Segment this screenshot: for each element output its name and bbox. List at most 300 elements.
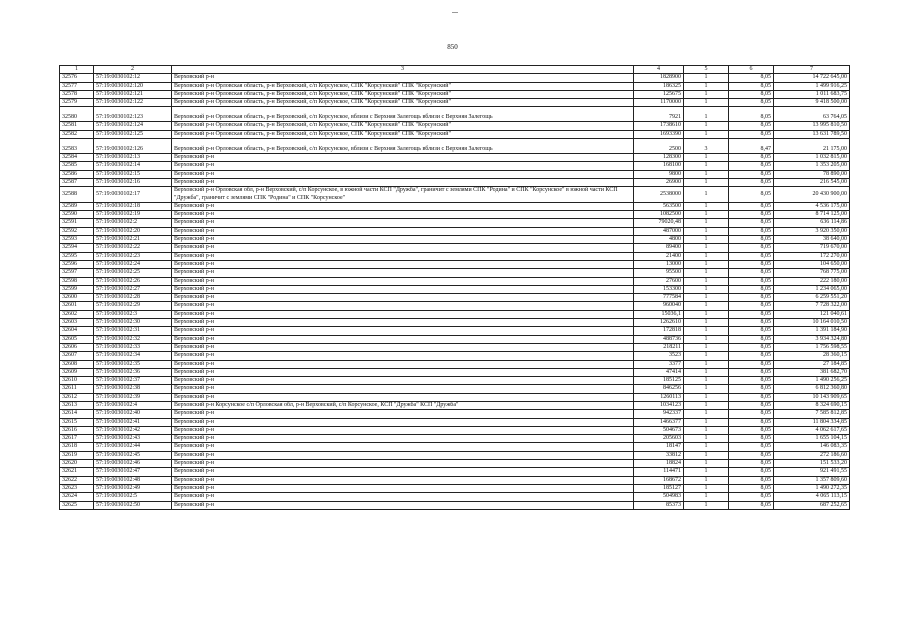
cell-area: 488736: [634, 335, 684, 343]
cell-row-number: 32592: [60, 227, 94, 235]
cell-address: Верховский р-н: [172, 443, 634, 451]
cell-rate: 8,05: [729, 368, 774, 376]
cell-rate: 8,05: [729, 269, 774, 277]
cell-area: 18824: [634, 460, 684, 468]
cell-row-number: 32616: [60, 426, 94, 434]
cell-rate: 8,05: [729, 501, 774, 509]
cell-coefficient: 1: [684, 426, 729, 434]
cell-row-number: 32623: [60, 484, 94, 492]
table-row: [60, 107, 850, 122]
cell-rate: 8,05: [729, 277, 774, 285]
table-row: [60, 252, 850, 260]
cell-address: Верховский р-н: [172, 352, 634, 360]
cell-coefficient: 1: [684, 99, 729, 107]
cell-rate: 8,05: [729, 468, 774, 476]
cell-cadastral-number: 57:19:0030102:20: [94, 227, 172, 235]
cell-cadastral-value: 1 391 184,90: [774, 327, 850, 335]
cell-rate: 8,05: [729, 302, 774, 310]
cell-cadastral-value: 272 186,60: [774, 451, 850, 459]
cell-area: 168100: [634, 162, 684, 170]
cell-cadastral-value: 1 234 065,00: [774, 285, 850, 293]
cell-rate: 8,05: [729, 260, 774, 268]
table-row: [60, 74, 850, 82]
cell-area: 2500: [634, 139, 684, 154]
cell-cadastral-number: 57:19:0030102:25: [94, 269, 172, 277]
cell-area: 846256: [634, 385, 684, 393]
cell-rate: 8,05: [729, 343, 774, 351]
cell-address: Верховский р-н: [172, 310, 634, 318]
cell-coefficient: 1: [684, 335, 729, 343]
cell-area: 27600: [634, 277, 684, 285]
table-row: [60, 426, 850, 434]
cell-row-number: 32586: [60, 170, 94, 178]
cell-cadastral-number: 57:19:0030102:28: [94, 294, 172, 302]
cell-coefficient: 1: [684, 319, 729, 327]
cell-address: Верховский р-н: [172, 202, 634, 210]
cell-row-number: 32619: [60, 451, 94, 459]
cell-address: Верховский р-н: [172, 252, 634, 260]
cell-row-number: 32611: [60, 385, 94, 393]
cell-rate: 8,05: [729, 154, 774, 162]
cell-coefficient: 1: [684, 418, 729, 426]
cell-cadastral-number: 57:19:0030102:37: [94, 377, 172, 385]
cell-row-number: 32607: [60, 352, 94, 360]
cell-address: Верховский р-н Орловская область, р-н Верховский, с/п Корсунское, СПК "Корсунский" СПК "Корсунский": [172, 99, 634, 107]
cell-cadastral-number: 57:19:0030102:124: [94, 122, 172, 130]
cell-area: 85373: [634, 501, 684, 509]
cell-row-number: 32597: [60, 269, 94, 277]
cell-coefficient: 1: [684, 352, 729, 360]
cell-rate: 8,05: [729, 493, 774, 501]
cell-rate: 8,05: [729, 99, 774, 107]
cell-cadastral-value: 121 040,61: [774, 310, 850, 318]
cell-coefficient: 1: [684, 154, 729, 162]
cell-area: 13000: [634, 260, 684, 268]
cell-rate: 8,05: [729, 484, 774, 492]
cell-cadastral-value: 1 499 916,25: [774, 82, 850, 90]
cell-rate: 8,05: [729, 107, 774, 122]
table-row: [60, 443, 850, 451]
cell-cadastral-value: 921 491,55: [774, 468, 850, 476]
cell-address: Верховский р-н Орловская область, р-н Верховский, с/п Корсунское, СПК "Корсунский" СПК "Корсунский": [172, 122, 634, 130]
cell-coefficient: 1: [684, 178, 729, 186]
cell-rate: 8,05: [729, 252, 774, 260]
cell-cadastral-value: 20 430 900,00: [774, 187, 850, 203]
cell-cadastral-value: 14 722 645,00: [774, 74, 850, 82]
cell-area: 1034123: [634, 401, 684, 409]
cell-rate: 8,05: [729, 74, 774, 82]
cell-rate: 8,05: [729, 244, 774, 252]
cell-rate: 8,05: [729, 219, 774, 227]
cell-address: Верховский р-н: [172, 484, 634, 492]
table-row: [60, 187, 850, 203]
cell-coefficient: 1: [684, 252, 729, 260]
cell-coefficient: 1: [684, 260, 729, 268]
cell-coefficient: 1: [684, 236, 729, 244]
cell-cadastral-number: 57:19:0030102:27: [94, 285, 172, 293]
cell-cadastral-number: 57:19:0030102:17: [94, 187, 172, 203]
cell-row-number: 32588: [60, 187, 94, 203]
cell-address: Верховский р-н: [172, 426, 634, 434]
table-row: [60, 335, 850, 343]
cell-coefficient: 1: [684, 385, 729, 393]
cell-address: Верховский р-н: [172, 493, 634, 501]
cell-cadastral-value: 6 812 360,80: [774, 385, 850, 393]
cell-address: Верховский р-н Орловская область, р-н Верховский, с/п Корсунское, СПК "Корсунский" СПК "Корсунский": [172, 82, 634, 90]
cell-row-number: 32596: [60, 260, 94, 268]
cell-cadastral-number: 57:19:0030102:16: [94, 178, 172, 186]
cell-address: Верховский р-н: [172, 227, 634, 235]
cell-area: 21400: [634, 252, 684, 260]
cell-area: 89400: [634, 244, 684, 252]
cell-address: Верховский р-н: [172, 335, 634, 343]
cell-row-number: 32606: [60, 343, 94, 351]
cell-rate: 8,05: [729, 385, 774, 393]
cell-area: 186325: [634, 82, 684, 90]
cell-address: Верховский р-н Орловская область, р-н Верховский, с/п Корсунское, вблизи с Верхняя Залегощь вблизи с Верхняя Залегощь: [172, 107, 634, 122]
cell-rate: 8,05: [729, 202, 774, 210]
table-row: [60, 170, 850, 178]
cell-area: 185125: [634, 377, 684, 385]
cell-cadastral-value: 13 631 789,50: [774, 130, 850, 138]
cell-coefficient: 1: [684, 468, 729, 476]
cell-cadastral-value: 9 418 500,00: [774, 99, 850, 107]
cell-cadastral-number: 57:19:0030102:5: [94, 493, 172, 501]
cell-area: 114471: [634, 468, 684, 476]
cell-cadastral-value: 1 756 598,55: [774, 343, 850, 351]
cell-rate: 8,05: [729, 310, 774, 318]
cell-coefficient: 1: [684, 211, 729, 219]
table-row: [60, 285, 850, 293]
table-row: [60, 277, 850, 285]
cell-address: Верховский р-н: [172, 368, 634, 376]
table-row: [60, 302, 850, 310]
cell-cadastral-number: 57:19:0030102:13: [94, 154, 172, 162]
cell-row-number: 32620: [60, 460, 94, 468]
table-row: [60, 319, 850, 327]
cell-address: Верховский р-н: [172, 269, 634, 277]
cell-row-number: 32613: [60, 401, 94, 409]
cell-cadastral-number: 57:19:0030102:22: [94, 244, 172, 252]
cell-address: Верховский р-н: [172, 418, 634, 426]
cell-cadastral-value: 1 490 256,25: [774, 377, 850, 385]
cell-area: 128300: [634, 154, 684, 162]
cell-coefficient: 3: [684, 139, 729, 154]
cell-coefficient: 1: [684, 343, 729, 351]
cell-address: Верховский р-н: [172, 451, 634, 459]
cell-address: Верховский р-н: [172, 468, 634, 476]
cell-address: Верховский р-н: [172, 476, 634, 484]
cell-cadastral-value: 78 890,00: [774, 170, 850, 178]
cell-cadastral-number: 57:19:0030102:44: [94, 443, 172, 451]
cadastral-table: [59, 65, 850, 510]
cell-cadastral-number: 57:19:0030102:40: [94, 410, 172, 418]
cell-coefficient: 1: [684, 90, 729, 98]
cell-cadastral-value: 4 065 113,15: [774, 493, 850, 501]
cell-cadastral-value: 3 934 324,80: [774, 335, 850, 343]
cell-rate: 8,05: [729, 90, 774, 98]
cell-cadastral-number: 57:19:0030102:126: [94, 139, 172, 154]
cell-address: Верховский р-н: [172, 377, 634, 385]
cell-cadastral-value: 381 682,70: [774, 368, 850, 376]
cell-rate: 8,05: [729, 170, 774, 178]
cell-area: 942337: [634, 410, 684, 418]
table-row: [60, 468, 850, 476]
table-row: [60, 269, 850, 277]
cell-row-number: 32609: [60, 368, 94, 376]
cell-coefficient: 1: [684, 443, 729, 451]
address-text: Верховский р-н Орловская обл, р-н Верховский, с/п Корсунское, в южной части КСП "Дружба", граничит с землями СПК "Родина" и СПК "Корсунское" в южной части КСП "Дружба", граничит с землями СПК "Родина" и СПК "Корсунское": [174, 187, 618, 201]
cell-cadastral-number: 57:19:0030102:38: [94, 385, 172, 393]
cell-area: 205603: [634, 435, 684, 443]
cell-rate: 8,05: [729, 187, 774, 203]
cell-cadastral-value: 172 270,00: [774, 252, 850, 260]
cell-cadastral-value: 1 357 809,60: [774, 476, 850, 484]
cell-area: 1738610: [634, 122, 684, 130]
cell-rate: 8,05: [729, 178, 774, 186]
cell-area: 218211: [634, 343, 684, 351]
cell-coefficient: 1: [684, 327, 729, 335]
cell-row-number: 32617: [60, 435, 94, 443]
cell-cadastral-value: 1 655 104,15: [774, 435, 850, 443]
cell-row-number: 32621: [60, 468, 94, 476]
cell-coefficient: 1: [684, 74, 729, 82]
table-row: [60, 202, 850, 210]
cell-coefficient: 1: [684, 82, 729, 90]
table-row: [60, 484, 850, 492]
cell-row-number: 32580: [60, 107, 94, 122]
top-mark: [452, 12, 458, 13]
cell-rate: 8,05: [729, 319, 774, 327]
table-row: [60, 460, 850, 468]
cell-area: 185127: [634, 484, 684, 492]
cell-cadastral-value: 636 114,86: [774, 219, 850, 227]
cell-address: [172, 187, 634, 203]
cell-rate: 8,05: [729, 443, 774, 451]
table-row: [60, 476, 850, 484]
cell-cadastral-value: 4 062 617,65: [774, 426, 850, 434]
cell-row-number: 32598: [60, 277, 94, 285]
cell-area: 15036,1: [634, 310, 684, 318]
cell-address: Верховский р-н: [172, 154, 634, 162]
table-row: [60, 385, 850, 393]
cell-address: Верховский р-н: [172, 385, 634, 393]
cell-row-number: 32614: [60, 410, 94, 418]
cell-area: 172818: [634, 327, 684, 335]
cell-cadastral-number: 57:19:0030102:33: [94, 343, 172, 351]
table-row: [60, 352, 850, 360]
cell-row-number: 32578: [60, 90, 94, 98]
cell-row-number: 32581: [60, 122, 94, 130]
cell-area: 26900: [634, 178, 684, 186]
table-row: [60, 154, 850, 162]
cell-cadastral-value: 1 353 205,00: [774, 162, 850, 170]
cell-rate: 8,05: [729, 236, 774, 244]
cell-cadastral-value: 687 252,65: [774, 501, 850, 509]
cell-cadastral-value: 222 180,00: [774, 277, 850, 285]
cell-cadastral-number: 57:19:0030102:29: [94, 302, 172, 310]
column-header-4: 4: [634, 66, 684, 74]
cell-area: 79020,48: [634, 219, 684, 227]
cell-rate: 8,05: [729, 426, 774, 434]
table-row: [60, 294, 850, 302]
cell-cadastral-value: 1 032 815,00: [774, 154, 850, 162]
cell-cadastral-value: 1 490 272,35: [774, 484, 850, 492]
cell-row-number: 32601: [60, 302, 94, 310]
cell-row-number: 32585: [60, 162, 94, 170]
cell-row-number: 32589: [60, 202, 94, 210]
table-row: [60, 368, 850, 376]
cell-address: Верховский р-н Орловская область, р-н Верховский, с/п Корсунское, вблизи с Верхняя Залегощь вблизи с Верхняя Залегощь: [172, 139, 634, 154]
column-header-7: 7: [774, 66, 850, 74]
table-row: [60, 418, 850, 426]
cell-rate: 8,05: [729, 82, 774, 90]
cell-row-number: 32584: [60, 154, 94, 162]
table-row: [60, 260, 850, 268]
cell-coefficient: 1: [684, 493, 729, 501]
cell-cadastral-number: 57:19:0030102:31: [94, 327, 172, 335]
cell-row-number: 32577: [60, 82, 94, 90]
cell-address: Верховский р-н: [172, 327, 634, 335]
column-header-6: 6: [729, 66, 774, 74]
table-row: [60, 393, 850, 401]
table-row: [60, 451, 850, 459]
table-row: [60, 227, 850, 235]
cell-area: 4800: [634, 236, 684, 244]
cell-rate: 8,05: [729, 410, 774, 418]
table-row: [60, 493, 850, 501]
cell-address: Верховский р-н: [172, 219, 634, 227]
cell-coefficient: 1: [684, 393, 729, 401]
cell-cadastral-number: 57:19:0030102:35: [94, 360, 172, 368]
cell-cadastral-number: 57:19:0030102:14: [94, 162, 172, 170]
cell-address: Верховский р-н: [172, 211, 634, 219]
cell-cadastral-number: 57:19:0030102:120: [94, 82, 172, 90]
cell-address: Верховский р-н Корсунское с/п Орловская обл, р-н Верховский, с/п Корсунское, КСП "Дружба" КСП "Дружба": [172, 401, 634, 409]
cell-area: 3377: [634, 360, 684, 368]
cell-address: Верховский р-н: [172, 170, 634, 178]
table-row: [60, 401, 850, 409]
cell-rate: 8,05: [729, 377, 774, 385]
cell-area: 777584: [634, 294, 684, 302]
cell-coefficient: 1: [684, 187, 729, 203]
cell-rate: 8,05: [729, 227, 774, 235]
cell-area: 1260113: [634, 393, 684, 401]
cell-coefficient: 1: [684, 107, 729, 122]
table-row: [60, 139, 850, 154]
cell-coefficient: 1: [684, 368, 729, 376]
cell-row-number: 32612: [60, 393, 94, 401]
table-row: [60, 377, 850, 385]
cell-row-number: 32582: [60, 130, 94, 138]
cell-address: Верховский р-н: [172, 277, 634, 285]
cell-row-number: 32624: [60, 493, 94, 501]
cell-coefficient: 1: [684, 162, 729, 170]
cell-cadastral-number: 57:19:0030102:26: [94, 277, 172, 285]
cell-cadastral-value: 38 640,00: [774, 236, 850, 244]
table-row: [60, 327, 850, 335]
cell-rate: 8,05: [729, 122, 774, 130]
cell-rate: 8,05: [729, 393, 774, 401]
cell-address: Верховский р-н: [172, 460, 634, 468]
cell-cadastral-number: 57:19:0030102:43: [94, 435, 172, 443]
cell-address: Верховский р-н: [172, 501, 634, 509]
cell-row-number: 32602: [60, 310, 94, 318]
cell-cadastral-number: 57:19:0030102:122: [94, 99, 172, 107]
cell-cadastral-number: 57:19:0030102:4: [94, 401, 172, 409]
table-row: [60, 343, 850, 351]
cell-cadastral-number: 57:19:0030102:24: [94, 260, 172, 268]
cell-cadastral-number: 57:19:0030102:123: [94, 107, 172, 122]
cell-cadastral-number: 57:19:0030102:21: [94, 236, 172, 244]
cell-cadastral-value: 216 545,00: [774, 178, 850, 186]
cell-coefficient: 1: [684, 219, 729, 227]
cell-coefficient: 1: [684, 501, 729, 509]
cell-row-number: 32594: [60, 244, 94, 252]
cell-coefficient: 1: [684, 130, 729, 138]
cell-rate: 8,05: [729, 162, 774, 170]
cell-address: Верховский р-н: [172, 244, 634, 252]
cell-area: 1693390: [634, 130, 684, 138]
cell-rate: 8,05: [729, 335, 774, 343]
cell-cadastral-value: 8 324 690,15: [774, 401, 850, 409]
cell-rate: 8,05: [729, 476, 774, 484]
cell-coefficient: 1: [684, 170, 729, 178]
cell-area: 168672: [634, 476, 684, 484]
cell-coefficient: 1: [684, 269, 729, 277]
cell-cadastral-number: 57:19:0030102:30: [94, 319, 172, 327]
cell-row-number: 32605: [60, 335, 94, 343]
table-row: [60, 360, 850, 368]
cell-cadastral-number: 57:19:0030102:36: [94, 368, 172, 376]
cell-area: 3523: [634, 352, 684, 360]
cell-row-number: 32618: [60, 443, 94, 451]
cell-row-number: 32595: [60, 252, 94, 260]
table-row: [60, 82, 850, 90]
cell-coefficient: 1: [684, 122, 729, 130]
cell-address: Верховский р-н: [172, 360, 634, 368]
cell-area: 1170000: [634, 99, 684, 107]
cell-address: Верховский р-н: [172, 162, 634, 170]
cell-area: 504673: [634, 426, 684, 434]
cell-cadastral-value: 8 714 125,00: [774, 211, 850, 219]
table-row: [60, 130, 850, 138]
cell-cadastral-number: 57:19:0030102:18: [94, 202, 172, 210]
cell-cadastral-number: 57:19:0030102:12: [94, 74, 172, 82]
cell-rate: 8,05: [729, 294, 774, 302]
cell-area: 125675: [634, 90, 684, 98]
cell-address: Верховский р-н: [172, 302, 634, 310]
cell-address: Верховский р-н Орловская область, р-н Верховский, с/п Корсунское, СПК "Корсунский" СПК "Корсунский": [172, 90, 634, 98]
cell-address: Верховский р-н Орловская область, р-н Верховский, с/п Корсунское, СПК "Корсунский" СПК "Корсунский": [172, 130, 634, 138]
cell-area: 18147: [634, 443, 684, 451]
cell-row-number: 32608: [60, 360, 94, 368]
cell-cadastral-number: 57:19:0030102:48: [94, 476, 172, 484]
cell-rate: 8,05: [729, 360, 774, 368]
cell-cadastral-value: 146 083,35: [774, 443, 850, 451]
cell-area: 1262610: [634, 319, 684, 327]
cell-cadastral-value: 28 360,15: [774, 352, 850, 360]
cell-cadastral-number: 57:19:0030102:34: [94, 352, 172, 360]
cell-cadastral-number: 57:19:0030102:39: [94, 393, 172, 401]
cell-coefficient: 1: [684, 244, 729, 252]
cell-cadastral-value: 151 533,20: [774, 460, 850, 468]
cell-cadastral-number: 57:19:0030102:41: [94, 418, 172, 426]
cell-area: 960040: [634, 302, 684, 310]
cell-rate: 8,05: [729, 435, 774, 443]
cell-area: 1828900: [634, 74, 684, 82]
cell-area: 1466377: [634, 418, 684, 426]
